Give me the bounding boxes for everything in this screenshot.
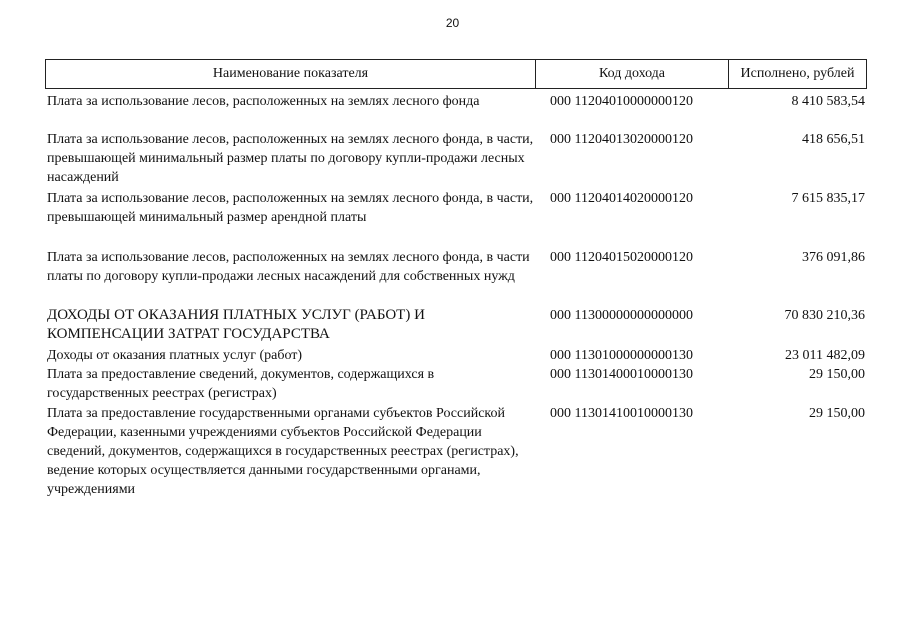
row-name: Плата за использование лесов, расположенных на землях лесного фонда (47, 94, 480, 109)
row-code: 000 11301400010000130 (550, 367, 693, 382)
row-name: Плата за использование лесов, расположенных на землях лесного фонда, в части, превышающей минимальный размер платы по договору купли-продажи лесных насаждений (47, 132, 534, 185)
row-amount: 7 615 835,17 (791, 191, 865, 206)
row-code: 000 11301410010000130 (550, 406, 693, 421)
row-code: 000 11204010000000120 (550, 94, 693, 109)
header-name: Наименование показателя (46, 60, 536, 88)
row-name: Плата за предоставление государственными органами субъектов Российской Федерации, казенными учреждениями субъектов Российской Федерации сведений, документов, содержащихся в государственных реестрах (регистрах), ведение которых осуществляется данными государственными органами, учреждениями (47, 406, 519, 497)
row-name: Доходы от оказания платных услуг (работ) (47, 348, 303, 363)
row-amount: 8 410 583,54 (791, 94, 865, 109)
table-header (45, 59, 867, 89)
row-amount: 70 830 210,36 (784, 308, 865, 323)
row-amount: 29 150,00 (809, 367, 865, 382)
row-name: Плата за предоставление сведений, документов, содержащихся в государственных реестрах (регистрах) (47, 367, 435, 401)
row-code: 000 11300000000000000 (550, 308, 693, 323)
header-amount: Исполнено, рублей (740, 66, 855, 81)
row-code: 000 11204015020000120 (550, 250, 693, 265)
row-amount: 418 656,51 (802, 132, 865, 147)
row-amount: 376 091,86 (802, 250, 865, 265)
row-amount: 23 011 482,09 (785, 348, 865, 363)
row-code: 000 11301000000000130 (550, 348, 693, 363)
row-name: Плата за использование лесов, расположенных на землях лесного фонда, в части платы по договору купли-продажи лесных насаждений для собственных нужд (47, 250, 530, 284)
page-number: 20 (445, 16, 460, 30)
row-name: ДОХОДЫ ОТ ОКАЗАНИЯ ПЛАТНЫХ УСЛУГ (РАБОТ) И КОМПЕНСАЦИИ ЗАТРАТ ГОСУДАРСТВА (47, 307, 425, 342)
row-amount: 29 150,00 (809, 406, 865, 421)
row-name: Плата за использование лесов, расположенных на землях лесного фонда, в части, превышающей минимальный размер арендной платы (47, 191, 534, 225)
header-code: Код дохода (536, 60, 729, 88)
row-code: 000 11204013020000120 (550, 132, 693, 147)
row-code: 000 11204014020000120 (550, 191, 693, 206)
